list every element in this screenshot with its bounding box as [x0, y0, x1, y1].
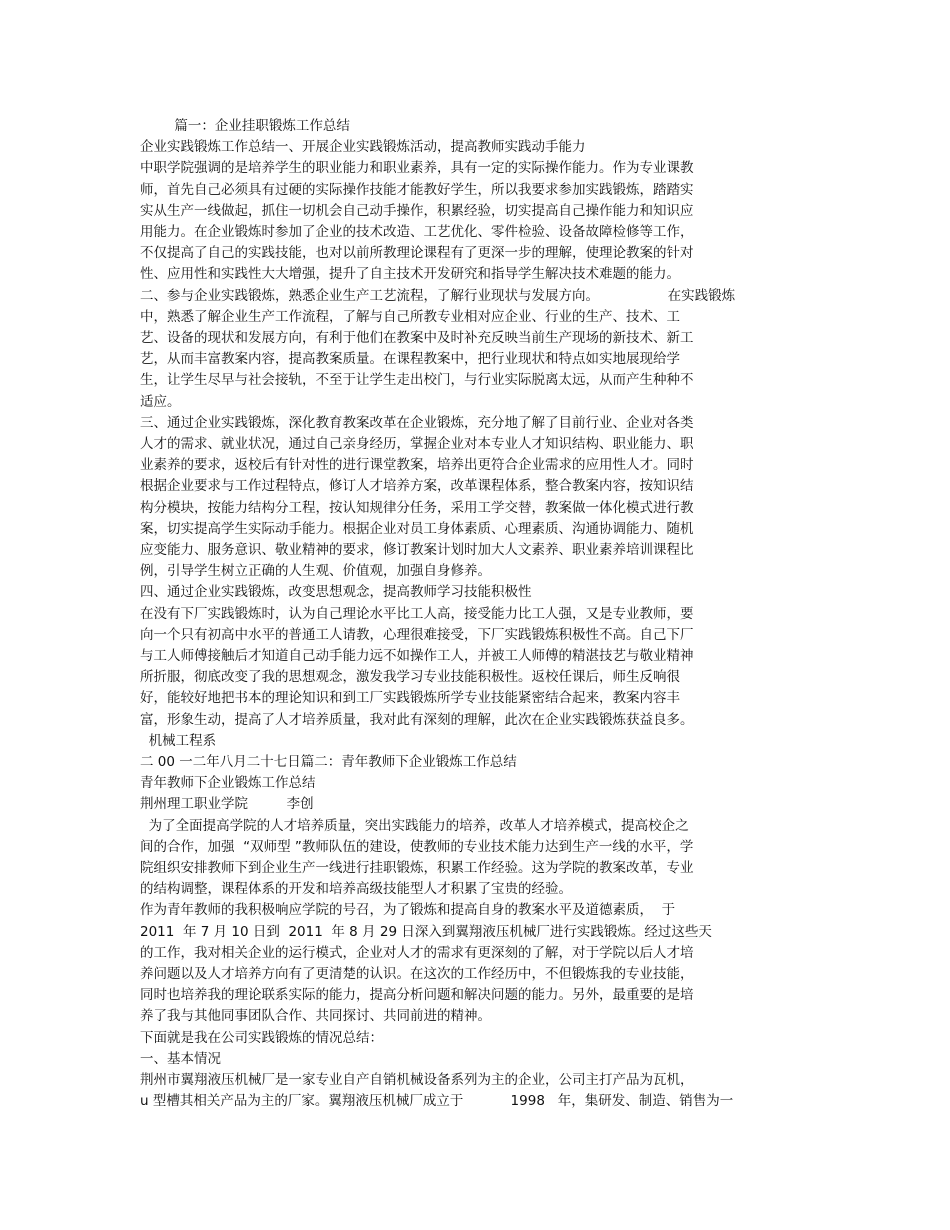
text-line: 艺，从而丰富教案内容，提高教案质量。在课程教案中，把行业现状和特点如实地展现给学 [140, 351, 680, 368]
text-line: 荆州理工职业学院 李创 [140, 796, 314, 813]
text-line: 二 00 一二年八月二十七日篇二：青年教师下企业锻炼工作总结 [140, 754, 517, 770]
text-line: 为了全面提高学院的人才培养质量，突出实践能力的培养，改革人才培养模式，提高校企之 [140, 817, 689, 834]
text-line: 养问题以及人才培养方向有了更清楚的认识。在这次的工作经历中，不但锻炼我的专业技能， [140, 966, 694, 982]
text-line: 用能力。在企业锻炼时参加了企业的技术改造、工艺优化、零件检验、设备故障检修等工作， [140, 224, 694, 240]
text-line: 企业实践锻炼工作总结一、开展企业实践锻炼活动，提高教师实践动手能力 [140, 139, 586, 156]
text-line: 在没有下厂实践锻炼时，认为自己理论水平比工人高，接受能力比工人强，又是专业教师，要 [140, 605, 694, 622]
text-line: 适应。 [140, 393, 181, 410]
text-line: 生，让学生尽早与社会接轨，不至于让学生走出校门，与行业实际脱离太远，从而产生种种不 [140, 372, 694, 389]
text-line: 院组织安排教师下到企业生产一线进行挂职锻炼，积累工作经验。这为学院的教案改革，专业 [140, 860, 694, 876]
text-line: 所折服，彻底改变了我的思想观念，激发我学习专业技能积极性。返校任课后，师生反响很 [140, 669, 680, 686]
text-line: 机械工程系 [140, 732, 217, 749]
text-line: 案，切实提高学生实际动手能力。根据企业对员工身体素质、心理素质、沟通协调能力、随机 [140, 520, 694, 537]
text-line: 应变能力、服务意识、敬业精神的要求，修订教案计划时加大人文素养、职业素养培训课程比 [140, 542, 694, 558]
text-line: 作为青年教师的我积极响应学院的号召，为了锻炼和提高自身的教案水平及道德素质， 于 [140, 902, 676, 919]
text-line: 2011 年 7 月 10 日到 2011 年 8 月 29 日深入到翼翔液压机械厂进行实践锻炼。经过这些天 [140, 923, 712, 940]
text-line: 根据企业要求与工作过程特点，修订人才培养方案，改革课程体系，整合教案内容，按知识结 [140, 478, 694, 495]
text-line: 好，能较好地把书本的理论知识和到工厂实践锻炼所学专业技能紧密结合起来，教案内容丰 [140, 690, 680, 707]
text-line: u 型槽其相关产品为主的厂家。翼翔液压机械厂成立于 1998 年，集研发、制造、销售为一 [140, 1093, 734, 1110]
text-line: 向一个只有初高中水平的普通工人请教，心理很难接受，下厂实践锻炼积极性不高。自己下厂 [140, 626, 694, 643]
text-line: 篇一：企业挂职锻炼工作总结 [140, 118, 350, 134]
text-line: 间的合作，加强 “双师型 ”教师队伍的建设，使教师的专业技术能力达到生产一线的水平，学 [140, 838, 694, 855]
text-line: 师，首先自己必须具有过硬的实际操作技能才能教好学生，所以我要求参加实践锻炼，踏踏实 [140, 181, 694, 198]
text-line: 构分模块，按能力结构分工程，按认知规律分任务，采用工学交替，教案做一体化模式进行教 [140, 499, 694, 516]
text-line: 中职学院强调的是培养学生的职业能力和职业素养，具有一定的实际操作能力。作为专业课教 [140, 160, 694, 177]
text-line: 人才的需求、就业状况，通过自己亲身经历，掌握企业对本专业人才知识结构、职业能力、职 [140, 436, 694, 452]
text-line: 富，形象生动，提高了人才培养质量，我对此有深刻的理解，此次在企业实践锻炼获益良多。 [140, 711, 694, 728]
text-line: 的结构调整，课程体系的开发和培养高级技能型人才积累了宝贵的经验。 [140, 881, 572, 898]
text-line: 青年教师下企业锻炼工作总结 [140, 775, 316, 792]
text-line: 不仅提高了自己的实践技能，也对以前所教理论课程有了更深一步的理解，使理论教案的针对 [140, 245, 694, 262]
text-line: 性、应用性和实践性大大增强，提升了自主技术开发研究和指导学生解决技术难题的能力。 [140, 266, 680, 283]
text-line: 三、通过企业实践锻炼，深化教育教案改革在企业锻炼，充分地了解了目前行业、企业对各类 [140, 414, 694, 431]
text-line: 的工作，我对相关企业的运行模式，企业对人才的需求有更深刻的了解，对于学院以后人才培 [140, 944, 694, 961]
text-line: 养了我与其他同事团队合作、共同探讨、共同前进的精神。 [140, 1008, 491, 1025]
text-line: 中，熟悉了解企业生产工作流程，了解与自己所教专业相对应企业、行业的生产、技术、工 [140, 308, 680, 325]
text-line: 同时也培养我的理论联系实际的能力，提高分析问题和解决问题的能力。另外，最重要的是培 [140, 987, 694, 1004]
text-line: 与工人师傅接触后才知道自己动手能力远不如操作工人，并被工人师傅的精湛技艺与敬业精神 [140, 648, 694, 664]
text-line: 实从生产一线做起，抓住一切机会自己动手操作，积累经验，切实提高自己操作能力和知识应 [140, 202, 694, 219]
text-line: 艺、设备的现状和发展方向，有利于他们在教案中及时补充反映当前生产现场的新技术、新工 [140, 330, 694, 346]
text-line: 二、参与企业实践锻炼，熟悉企业生产工艺流程，了解行业现状与发展方向。 在实践锻炼 [140, 287, 736, 304]
text-line: 四、通过企业实践锻炼，改变思想观念，提高教师学习技能积极性 [140, 584, 532, 601]
text-line: 例，引导学生树立正确的人生观、价值观，加强自身修养。 [140, 563, 491, 580]
text-line: 荆州市翼翔液压机械厂是一家专业自产自销机械设备系列为主的企业，公司主打产品为瓦机， [140, 1072, 694, 1088]
text-line: 业素养的要求，返校后有针对性的进行课堂教案，培养出更符合企业需求的应用性人才。同时 [140, 457, 694, 474]
text-line: 一、基本情况 [140, 1050, 221, 1067]
text-line: 下面就是我在公司实践锻炼的情况总结： [140, 1029, 383, 1046]
